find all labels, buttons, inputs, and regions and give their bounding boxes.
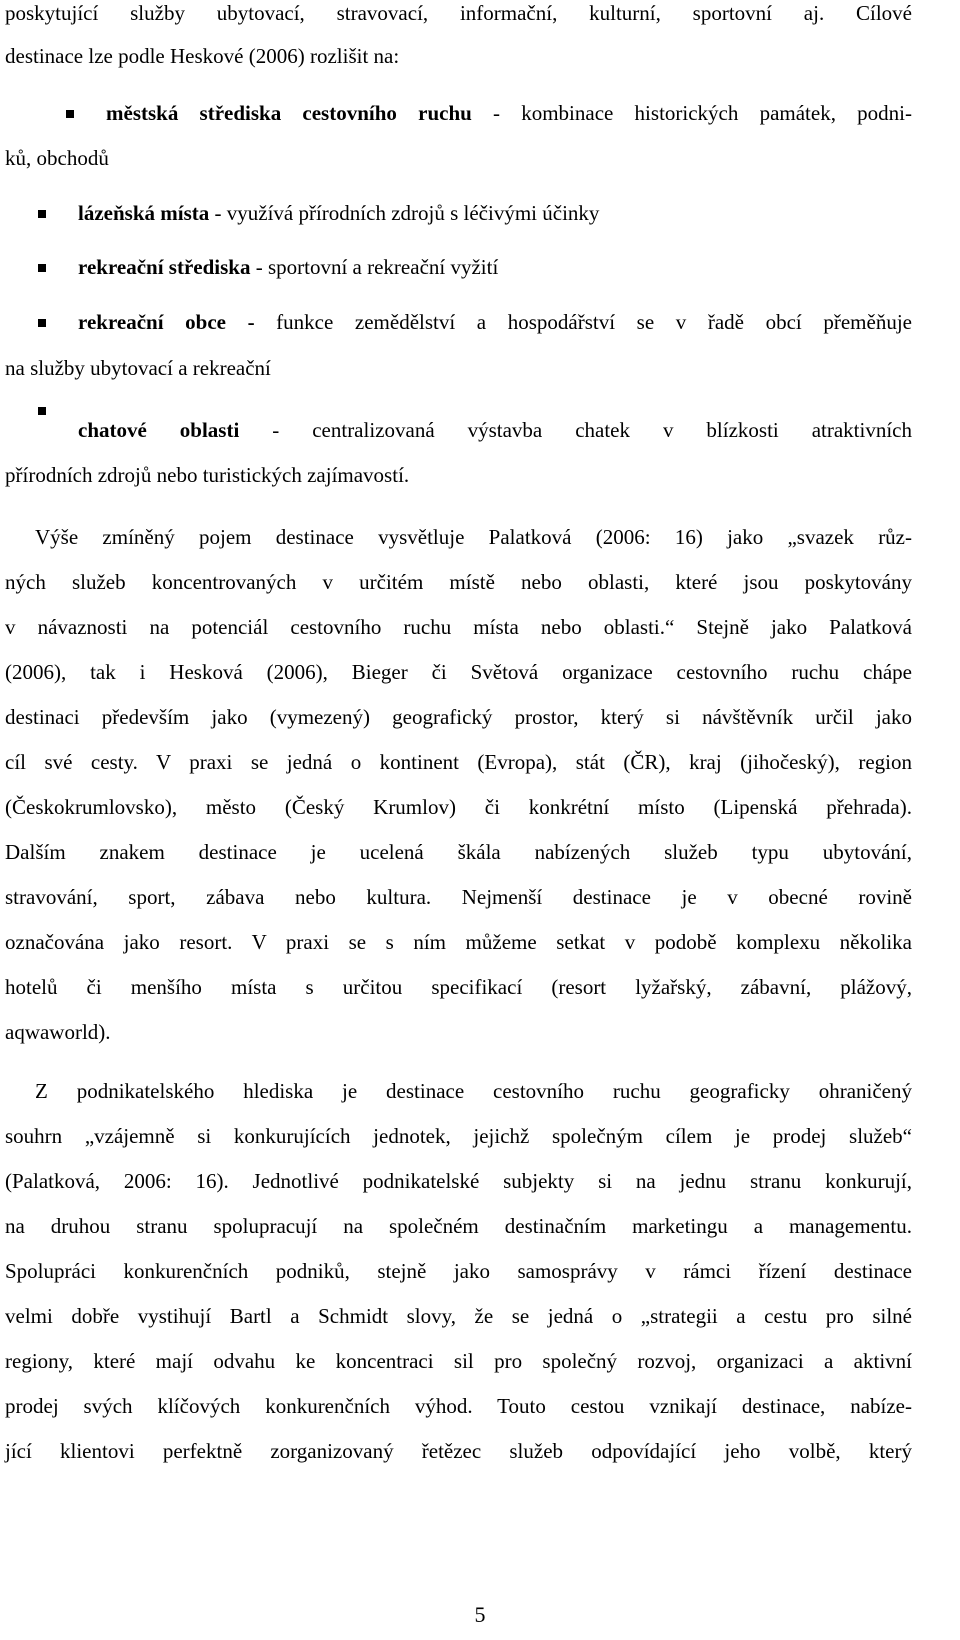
list-item-term: chatové oblasti	[78, 418, 240, 442]
text-line: (Palatková, 2006: 16). Jednotlivé podnikatelské subjekty si na jednu stranu konkurují,	[5, 1169, 912, 1193]
text-line: Spolupráci konkurenčních podniků, stejně jako samosprávy v rámci řízení destinace	[5, 1259, 912, 1283]
square-bullet-icon	[38, 319, 46, 327]
list-item-description: - využívá přírodních zdrojů s léčivými účinky	[209, 201, 600, 225]
text-line: destinace lze podle Heskové (2006) rozlišit na:	[5, 44, 400, 68]
square-bullet-icon	[66, 110, 74, 118]
text-line: označována jako resort. V praxi se s ním můžeme setkat v podobě komplexu několika	[5, 930, 912, 954]
text-line: (Českokrumlovsko), město (Český Krumlov) či konkrétní místo (Lipenská přehrada).	[5, 795, 912, 819]
list-item-description: - sportovní a rekreační vyžití	[250, 255, 499, 279]
text-line: hotelů či menšího místa s určitou specifikací (resort lyžařský, zábavní, plážový,	[5, 975, 912, 999]
square-bullet-icon	[38, 407, 46, 415]
list-item-term: lázeňská místa	[78, 201, 210, 225]
list-item-continuation: na služby ubytovací a rekreační	[5, 356, 271, 380]
list-item-text	[106, 100, 912, 126]
text-line: Výše zmíněný pojem destinace vysvětluje Palatková (2006: 16) jako „svazek růz-	[35, 525, 912, 549]
text-line: velmi dobře vystihují Bartl a Schmidt slovy, že se jedná o „strategii a cestu pro silné	[5, 1304, 912, 1328]
list-item-text	[78, 200, 599, 226]
text-line: cíl své cesty. V praxi se jedná o kontinent (Evropa), stát (ČR), kraj (jihočeský), region	[5, 750, 912, 774]
text-line: destinaci především jako (vymezený) geografický prostor, který si návštěvník určil jako	[5, 705, 912, 729]
list-item-term: městská střediska cestovního ruchu	[106, 101, 472, 125]
list-item-text	[78, 254, 498, 280]
text-line: v návaznosti na potenciál cestovního ruchu místa nebo oblasti.“ Stejně jako Palatková	[5, 615, 912, 639]
square-bullet-icon	[38, 264, 46, 272]
list-item-continuation: přírodních zdrojů nebo turistických zajímavostí.	[5, 463, 410, 487]
list-item-description: - kombinace historických památek, podni-	[471, 101, 912, 125]
list-item-continuation: ků, obchodů	[5, 146, 109, 170]
text-line: souhrn „vzájemně si konkurujících jednotek, jejichž společným cílem je prodej služeb“	[5, 1124, 912, 1148]
text-line: na druhou stranu spolupracují na společném destinačním marketingu a managementu.	[5, 1214, 912, 1238]
list-item-text	[78, 417, 912, 443]
page-number: 5	[474, 1602, 486, 1627]
list-item-term: rekreační střediska	[78, 255, 251, 279]
text-line: aqwaworld).	[5, 1020, 111, 1044]
text-line: Dalším znakem destinace je ucelená škála nabízených služeb typu ubytování,	[5, 840, 912, 864]
text-line: (2006), tak i Hesková (2006), Bieger či Světová organizace cestovního ruchu chápe	[5, 660, 912, 684]
square-bullet-icon	[38, 210, 46, 218]
text-line: prodej svých klíčových konkurenčních výhod. Touto cestou vznikají destinace, nabíze-	[5, 1394, 912, 1418]
text-line: ných služeb koncentrovaných v určitém místě nebo oblasti, které jsou poskytovány	[5, 570, 912, 594]
text-line: stravování, sport, zábava nebo kultura. Nejmenší destinace je v obecné rovině	[5, 885, 912, 909]
text-line: Z podnikatelského hlediska je destinace cestovního ruchu geograficky ohraničený	[35, 1079, 912, 1103]
text-line: poskytující služby ubytovací, stravovací, informační, kulturní, sportovní aj. Cílové	[5, 1, 912, 25]
list-item-description: - centralizovaná výstavba chatek v blízkosti atraktivních	[239, 418, 913, 442]
list-item-description: funkce zemědělství a hospodářství se v řadě obcí přeměňuje	[254, 310, 912, 334]
list-item-term: rekreační obce -	[78, 310, 255, 334]
text-line: regiony, které mají odvahu ke koncentraci sil pro společný rozvoj, organizaci a aktivní	[5, 1349, 912, 1373]
text-line: jící klientovi perfektně zorganizovaný řetězec služeb odpovídající jeho volbě, který	[5, 1439, 912, 1463]
list-item-text	[78, 309, 912, 335]
